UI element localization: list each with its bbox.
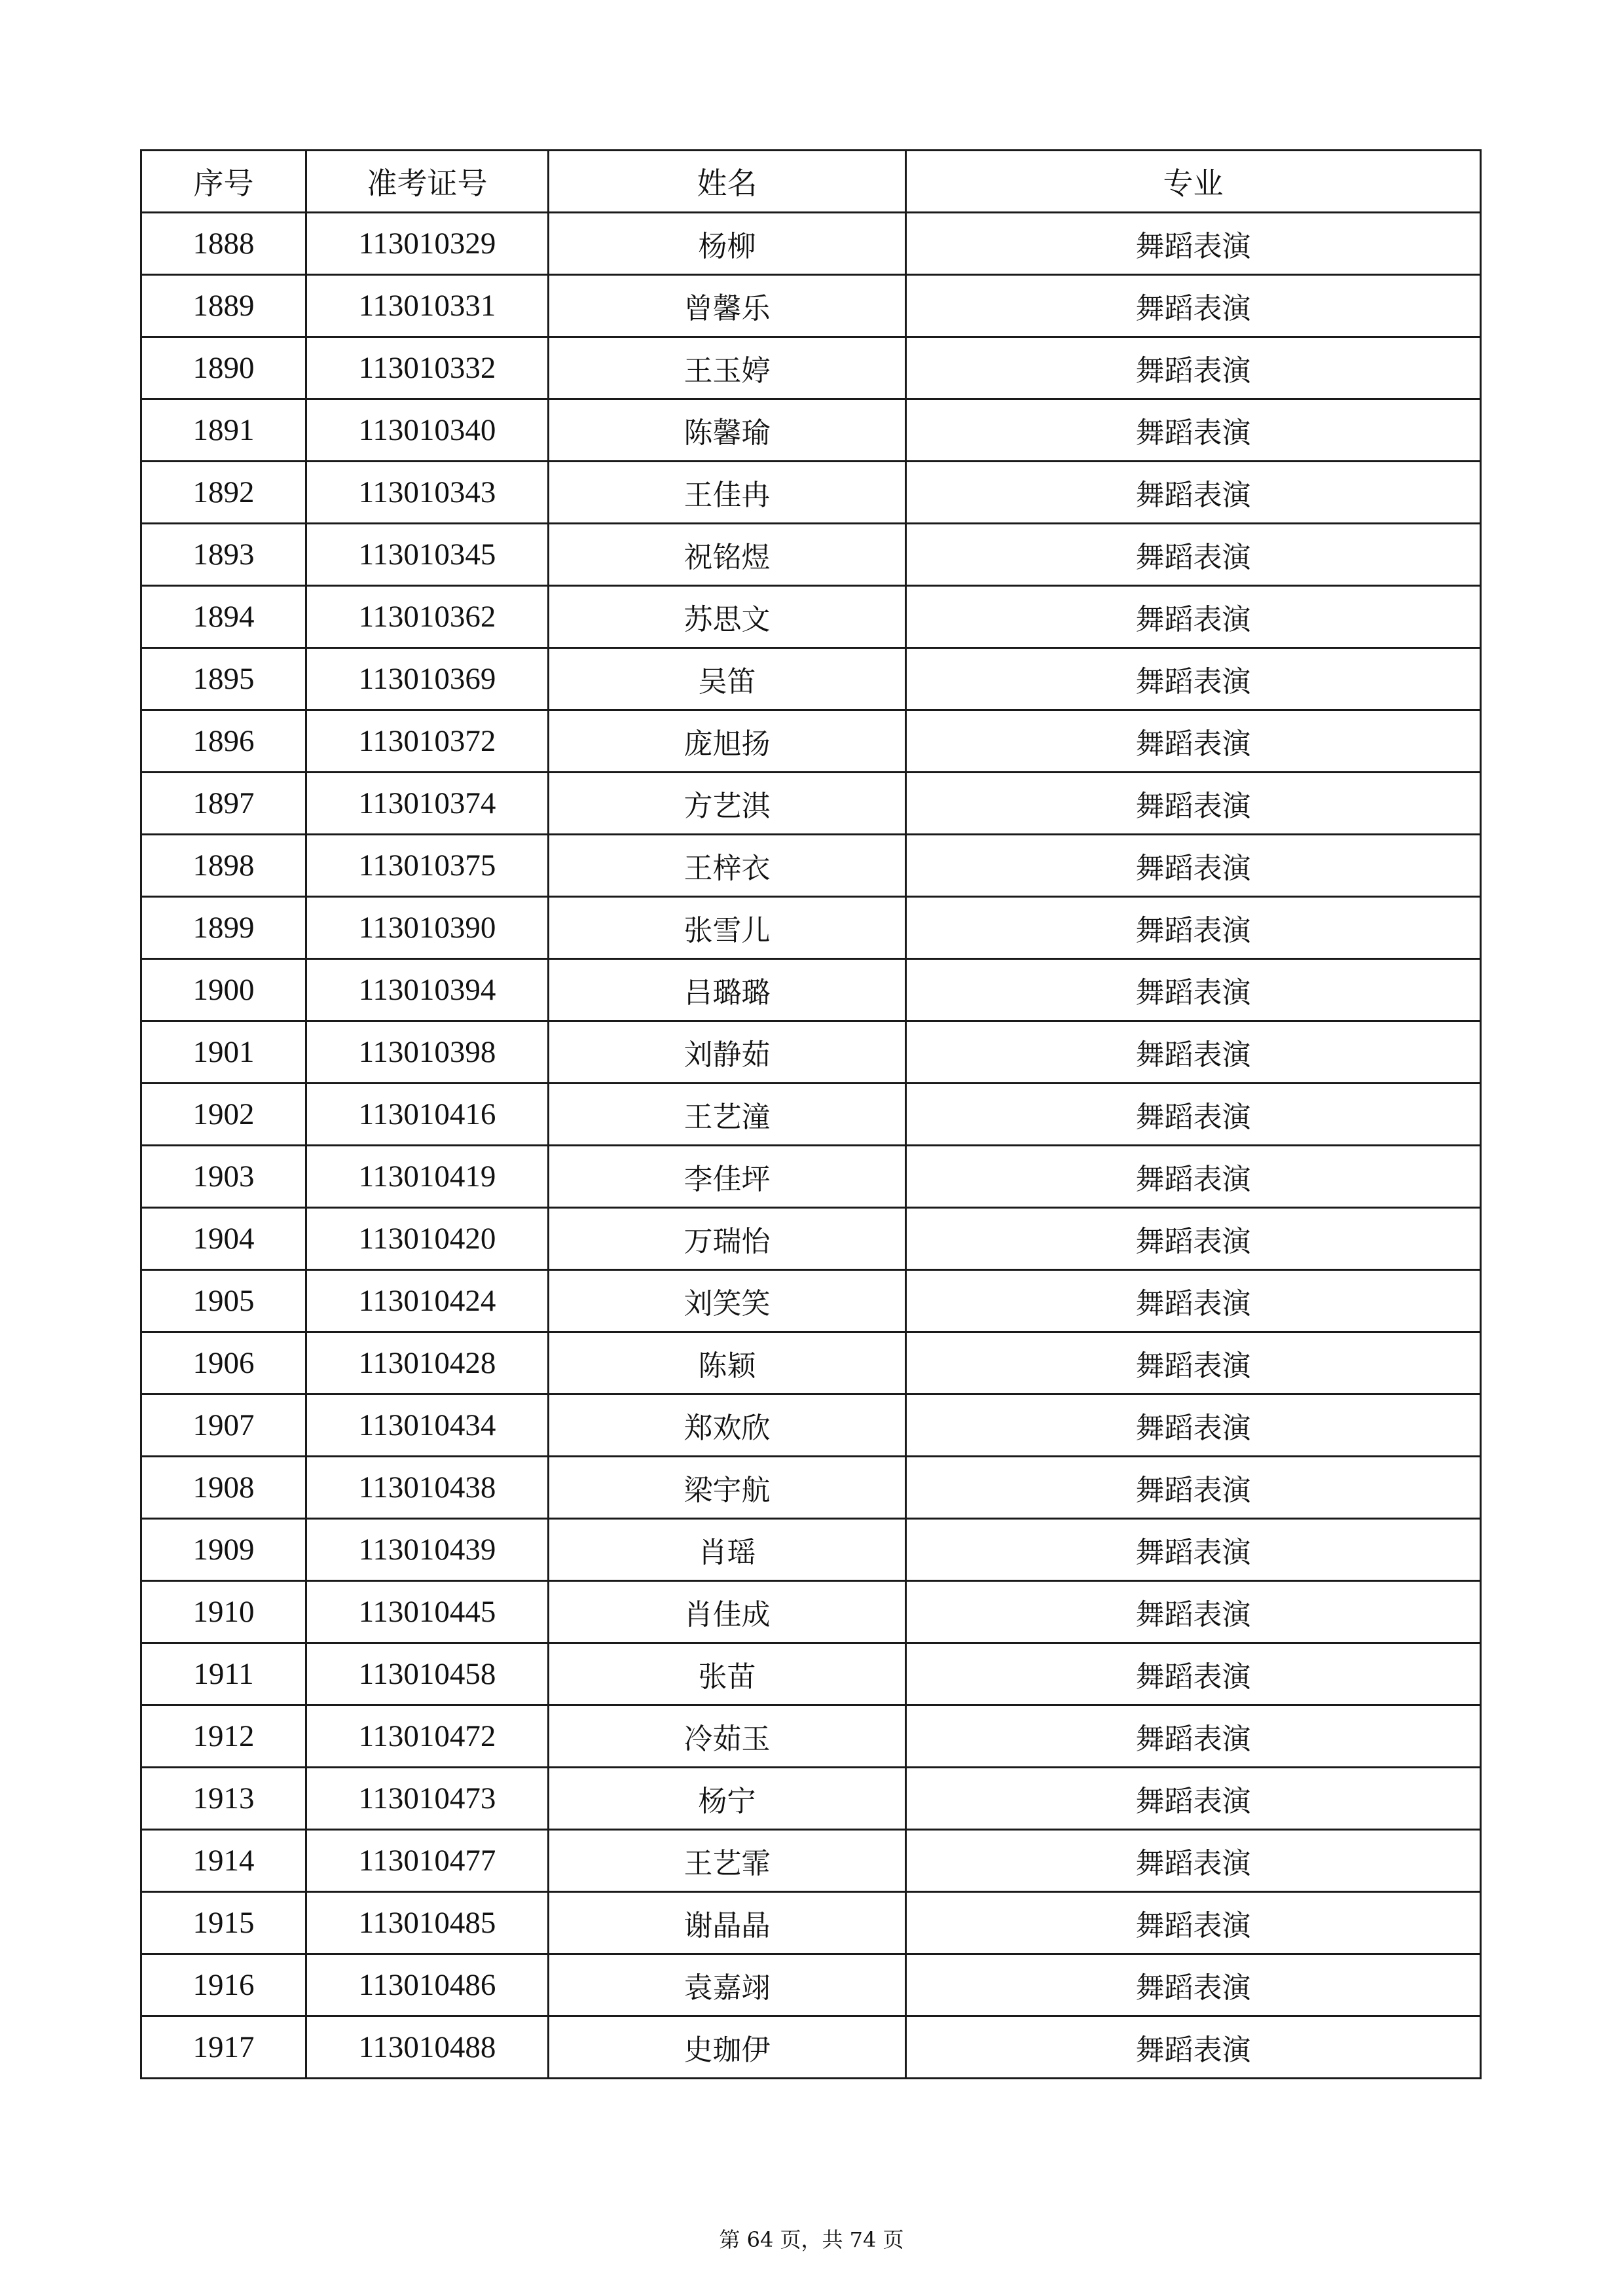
name-cell: 李佳坪: [549, 1146, 906, 1208]
table-row: [141, 1705, 1481, 1768]
table-row: [141, 586, 1481, 648]
exam-ticket-number-cell: 113010488: [306, 2016, 549, 2079]
name-cell: 苏思文: [549, 586, 906, 648]
name-cell: 王佳冉: [549, 462, 906, 524]
table-row: [141, 1519, 1481, 1581]
serial-number-cell: 1900: [141, 959, 306, 1021]
name-cell: 方艺淇: [549, 773, 906, 835]
serial-number-cell: 1902: [141, 1084, 306, 1146]
table-body: [141, 213, 1481, 2079]
header-exam-ticket-number: 准考证号: [306, 151, 549, 213]
serial-number-cell: 1910: [141, 1581, 306, 1643]
exam-ticket-number-cell: 113010445: [306, 1581, 549, 1643]
name-cell: 吕璐璐: [549, 959, 906, 1021]
serial-number-cell: 1915: [141, 1892, 306, 1954]
exam-ticket-number-cell: 113010424: [306, 1270, 549, 1332]
serial-number-cell: 1907: [141, 1394, 306, 1457]
major-cell: 舞蹈表演: [906, 897, 1481, 959]
name-cell: 郑欢欣: [549, 1394, 906, 1457]
table-row: [141, 1084, 1481, 1146]
major-cell: 舞蹈表演: [906, 275, 1481, 337]
table-row: [141, 462, 1481, 524]
serial-number-cell: 1905: [141, 1270, 306, 1332]
name-cell: 万瑞怡: [549, 1208, 906, 1270]
serial-number-cell: 1914: [141, 1830, 306, 1892]
table-row: [141, 1830, 1481, 1892]
header-serial-number: 序号: [141, 151, 306, 213]
exam-ticket-number-cell: 113010362: [306, 586, 549, 648]
name-cell: 王艺潼: [549, 1084, 906, 1146]
table-row: [141, 1457, 1481, 1519]
name-cell: 张苗: [549, 1643, 906, 1705]
major-cell: 舞蹈表演: [906, 524, 1481, 586]
major-cell: 舞蹈表演: [906, 1519, 1481, 1581]
major-cell: 舞蹈表演: [906, 1892, 1481, 1954]
exam-ticket-number-cell: 113010332: [306, 337, 549, 399]
serial-number-cell: 1889: [141, 275, 306, 337]
major-cell: 舞蹈表演: [906, 399, 1481, 462]
table-row: [141, 1021, 1481, 1084]
major-cell: 舞蹈表演: [906, 1457, 1481, 1519]
admission-roster-table: [140, 149, 1482, 2079]
serial-number-cell: 1891: [141, 399, 306, 462]
table-row: [141, 1332, 1481, 1394]
serial-number-cell: 1896: [141, 710, 306, 773]
serial-number-cell: 1904: [141, 1208, 306, 1270]
exam-ticket-number-cell: 113010485: [306, 1892, 549, 1954]
major-cell: 舞蹈表演: [906, 710, 1481, 773]
table-row: [141, 1954, 1481, 2016]
exam-ticket-number-cell: 113010439: [306, 1519, 549, 1581]
major-cell: 舞蹈表演: [906, 1705, 1481, 1768]
exam-ticket-number-cell: 113010419: [306, 1146, 549, 1208]
table-row: [141, 1581, 1481, 1643]
table-row: [141, 648, 1481, 710]
serial-number-cell: 1906: [141, 1332, 306, 1394]
name-cell: 刘静茹: [549, 1021, 906, 1084]
exam-ticket-number-cell: 113010434: [306, 1394, 549, 1457]
exam-ticket-number-cell: 113010345: [306, 524, 549, 586]
major-cell: 舞蹈表演: [906, 835, 1481, 897]
major-cell: 舞蹈表演: [906, 2016, 1481, 2079]
serial-number-cell: 1897: [141, 773, 306, 835]
name-cell: 张雪儿: [549, 897, 906, 959]
major-cell: 舞蹈表演: [906, 462, 1481, 524]
major-cell: 舞蹈表演: [906, 959, 1481, 1021]
exam-ticket-number-cell: 113010428: [306, 1332, 549, 1394]
major-cell: 舞蹈表演: [906, 1394, 1481, 1457]
exam-ticket-number-cell: 113010438: [306, 1457, 549, 1519]
name-cell: 肖瑶: [549, 1519, 906, 1581]
name-cell: 史珈伊: [549, 2016, 906, 2079]
name-cell: 庞旭扬: [549, 710, 906, 773]
name-cell: 王艺霏: [549, 1830, 906, 1892]
exam-ticket-number-cell: 113010472: [306, 1705, 549, 1768]
table-row: [141, 1146, 1481, 1208]
major-cell: 舞蹈表演: [906, 1768, 1481, 1830]
name-cell: 王梓衣: [549, 835, 906, 897]
major-cell: 舞蹈表演: [906, 1830, 1481, 1892]
exam-ticket-number-cell: 113010477: [306, 1830, 549, 1892]
name-cell: 王玉婷: [549, 337, 906, 399]
exam-ticket-number-cell: 113010340: [306, 399, 549, 462]
serial-number-cell: 1913: [141, 1768, 306, 1830]
name-cell: 曾馨乐: [549, 275, 906, 337]
exam-ticket-number-cell: 113010375: [306, 835, 549, 897]
name-cell: 肖佳成: [549, 1581, 906, 1643]
serial-number-cell: 1888: [141, 213, 306, 275]
table-row: [141, 213, 1481, 275]
name-cell: 冷茹玉: [549, 1705, 906, 1768]
table-row: [141, 897, 1481, 959]
serial-number-cell: 1903: [141, 1146, 306, 1208]
exam-ticket-number-cell: 113010343: [306, 462, 549, 524]
exam-ticket-number-cell: 113010473: [306, 1768, 549, 1830]
exam-ticket-number-cell: 113010416: [306, 1084, 549, 1146]
serial-number-cell: 1898: [141, 835, 306, 897]
exam-ticket-number-cell: 113010420: [306, 1208, 549, 1270]
page-number-footer: 第 64 页，共 74 页: [719, 2227, 904, 2252]
header-name: 姓名: [549, 151, 906, 213]
serial-number-cell: 1908: [141, 1457, 306, 1519]
name-cell: 吴笛: [549, 648, 906, 710]
major-cell: 舞蹈表演: [906, 213, 1481, 275]
serial-number-cell: 1911: [141, 1643, 306, 1705]
table-row: [141, 337, 1481, 399]
name-cell: 杨柳: [549, 213, 906, 275]
major-cell: 舞蹈表演: [906, 648, 1481, 710]
serial-number-cell: 1916: [141, 1954, 306, 2016]
header-major: 专业: [906, 151, 1481, 213]
exam-ticket-number-cell: 113010458: [306, 1643, 549, 1705]
table-row: [141, 275, 1481, 337]
major-cell: 舞蹈表演: [906, 1270, 1481, 1332]
name-cell: 杨宁: [549, 1768, 906, 1830]
table-row: [141, 1768, 1481, 1830]
name-cell: 陈馨瑜: [549, 399, 906, 462]
major-cell: 舞蹈表演: [906, 1084, 1481, 1146]
exam-ticket-number-cell: 113010372: [306, 710, 549, 773]
table-row: [141, 1208, 1481, 1270]
table-row: [141, 1892, 1481, 1954]
table-row: [141, 1643, 1481, 1705]
exam-ticket-number-cell: 113010369: [306, 648, 549, 710]
table-row: [141, 1270, 1481, 1332]
exam-ticket-number-cell: 113010390: [306, 897, 549, 959]
serial-number-cell: 1894: [141, 586, 306, 648]
name-cell: 陈颖: [549, 1332, 906, 1394]
name-cell: 谢晶晶: [549, 1892, 906, 1954]
serial-number-cell: 1893: [141, 524, 306, 586]
name-cell: 祝铭煜: [549, 524, 906, 586]
table-header-row: [141, 151, 1481, 213]
name-cell: 梁宇航: [549, 1457, 906, 1519]
serial-number-cell: 1892: [141, 462, 306, 524]
major-cell: 舞蹈表演: [906, 1954, 1481, 2016]
serial-number-cell: 1895: [141, 648, 306, 710]
table-row: [141, 835, 1481, 897]
table-row: [141, 1394, 1481, 1457]
exam-ticket-number-cell: 113010374: [306, 773, 549, 835]
major-cell: 舞蹈表演: [906, 337, 1481, 399]
serial-number-cell: 1917: [141, 2016, 306, 2079]
major-cell: 舞蹈表演: [906, 1643, 1481, 1705]
serial-number-cell: 1899: [141, 897, 306, 959]
major-cell: 舞蹈表演: [906, 773, 1481, 835]
table-row: [141, 710, 1481, 773]
major-cell: 舞蹈表演: [906, 1581, 1481, 1643]
major-cell: 舞蹈表演: [906, 586, 1481, 648]
major-cell: 舞蹈表演: [906, 1146, 1481, 1208]
major-cell: 舞蹈表演: [906, 1021, 1481, 1084]
serial-number-cell: 1890: [141, 337, 306, 399]
table-row: [141, 773, 1481, 835]
exam-ticket-number-cell: 113010398: [306, 1021, 549, 1084]
name-cell: 袁嘉翊: [549, 1954, 906, 2016]
major-cell: 舞蹈表演: [906, 1208, 1481, 1270]
table-row: [141, 524, 1481, 586]
exam-ticket-number-cell: 113010394: [306, 959, 549, 1021]
exam-ticket-number-cell: 113010486: [306, 1954, 549, 2016]
exam-ticket-number-cell: 113010331: [306, 275, 549, 337]
serial-number-cell: 1912: [141, 1705, 306, 1768]
exam-ticket-number-cell: 113010329: [306, 213, 549, 275]
major-cell: 舞蹈表演: [906, 1332, 1481, 1394]
name-cell: 刘笑笑: [549, 1270, 906, 1332]
serial-number-cell: 1909: [141, 1519, 306, 1581]
table-row: [141, 2016, 1481, 2079]
table-row: [141, 959, 1481, 1021]
table-row: [141, 399, 1481, 462]
serial-number-cell: 1901: [141, 1021, 306, 1084]
